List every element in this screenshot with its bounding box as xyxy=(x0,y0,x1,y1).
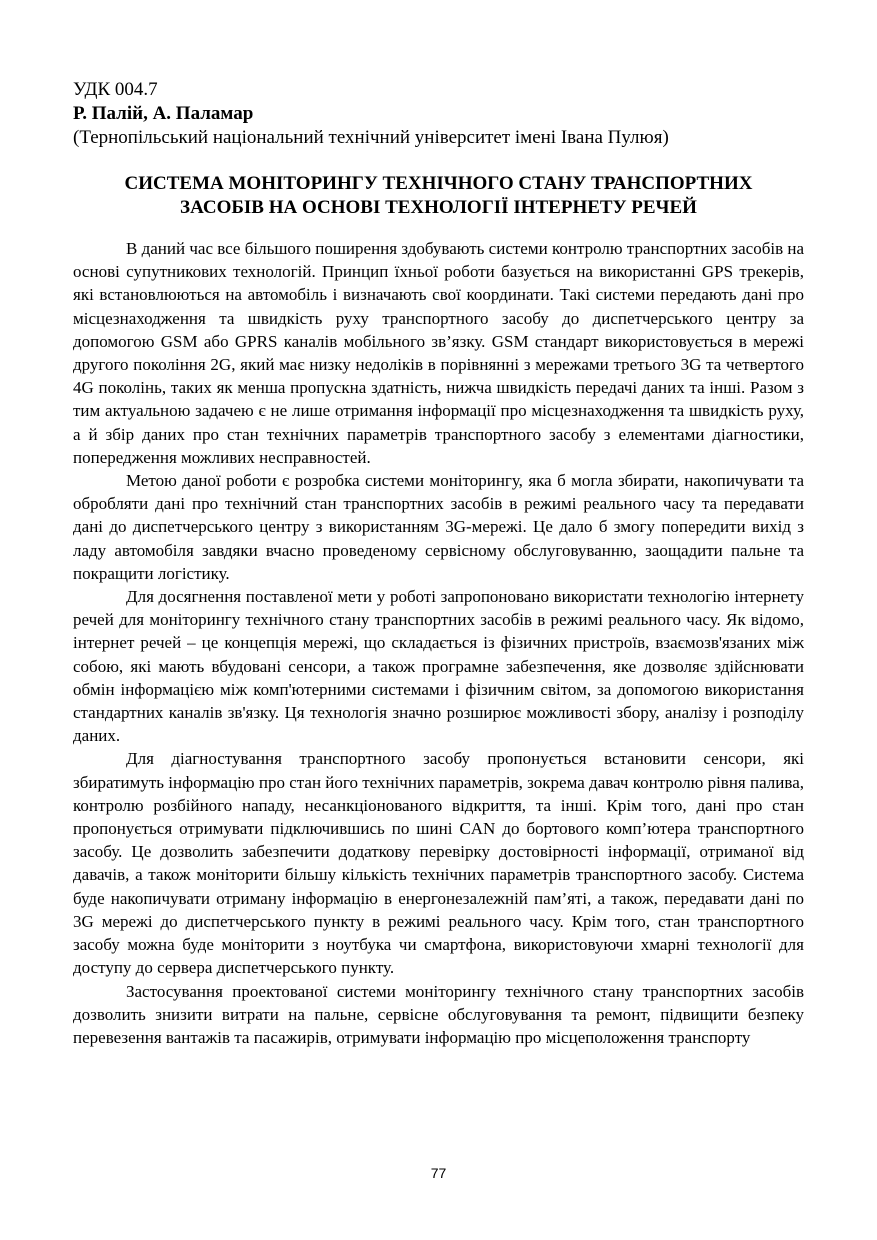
body-paragraph: В даний час все більшого поширення здобувають системи контролю транспортних засобів на основі супутникових технологій. Принцип їхньої роботи базується на використанні GPS трекерів, які встановлюються на автомобіль і визначають свої координати. Такі системи передають дані про місцезнаходження та швидкість руху транспортного засобу до диспетчерського центру за допомогою GSM або GPRS каналів мобільного зв’язку. GSM стандарт використовується в мережі другого покоління 2G, який має низку недоліків в порівнянні з мережами третього 3G та четвертого 4G поколінь, таких як менша пропускна здатність, нижча швидкість передачі даних та інші. Разом з тим актуальною задачею є не лише отримання інформації про місцезнаходження та швидкість руху, а й збір даних про стан технічних параметрів транспортного засобу з елементами діагностики, попередження можливих несправностей. xyxy=(73,239,804,467)
authors: Р. Палій, А. Паламар xyxy=(73,103,254,124)
article xyxy=(73,78,804,1049)
article-title xyxy=(73,172,804,220)
body-paragraph: Метою даної роботи є розробка системи моніторингу, яка б могла збирати, накопичувати та обробляти дані про технічний стан транспортних засобів в режимі реального часу та передавати дані до диспетчерського центру з використанням 3G-мережі. Це дало б змогу попередити вихід з ладу автомобіля завдяки вчасно проведеному сервісному обслуговуванню, заощадити пальне та покращити логістику. xyxy=(73,471,804,583)
body-paragraph: Для діагностування транспортного засобу пропонується встановити сенсори, які збиратимуть інформацію про стан його технічних параметрів, зокрема давач контролю рівня палива, контролю розбійного нападу, несанкціонованого відкриття, та інші. Крім того, дані про стан пропонується отримувати підключившись по шині CAN до бортового комп’ютера транспортного засобу. Це дозволить забезпечити додаткову перевірку достовірності інформації, отриманої від давачів, а також моніторити більшу кількість технічних параметрів транспортного засобу. Система буде накопичувати отриману інформацію в енергонезалежній пам’яті, а також, передавати дані по 3G мережі до диспетчерського пункту в режимі реального часу. Крім того, стан транспортного засобу можна буде моніторити з ноутбука чи смартфона, використовуючи хмарні технології для доступу до сервера диспетчерського пункту. xyxy=(73,749,804,978)
affiliation: (Тернопільський національний технічний університет імені Івана Пулюя) xyxy=(73,127,669,148)
body-paragraph: Застосування проектованої системи моніторингу технічного стану транспортних засобів дозволить знизити витрати на пальне, сервісне обслуговування та ремонт, підвищити безпеку перевезення вантажів та пасажирів, отримувати інформацію про місцеположення транспорту xyxy=(73,981,804,1047)
udc-code: УДК 004.7 xyxy=(73,79,158,100)
body-paragraph: Для досягнення поставленої мети у роботі запропоновано використати технологію інтернету речей для моніторингу технічного стану транспортних засобів в режимі реального часу. Як відомо, інтернет речей – це концепція мережі, що складається із фізичних пристроїв, взаємозв'язаних між собою, які мають вбудовані сенсори, а також програмне забезпечення, яке дозволяє здійснювати обмін інформацією між комп'ютерними системами і фізичним світом, за допомогою використання стандартних каналів зв'язку. Ця технологія значно розширює можливості збору, аналізу і розподілу даних. xyxy=(73,587,804,746)
article-body xyxy=(73,237,804,1049)
page-number: 77 xyxy=(430,1165,447,1181)
title-line-2: ЗАСОБІВ НА ОСНОВІ ТЕХНОЛОГІЇ ІНТЕРНЕТУ РЕЧЕЙ xyxy=(180,197,697,218)
title-line-1: СИСТЕМА МОНІТОРИНГУ ТЕХНІЧНОГО СТАНУ ТРАНСПОРТНИХ xyxy=(124,173,753,194)
